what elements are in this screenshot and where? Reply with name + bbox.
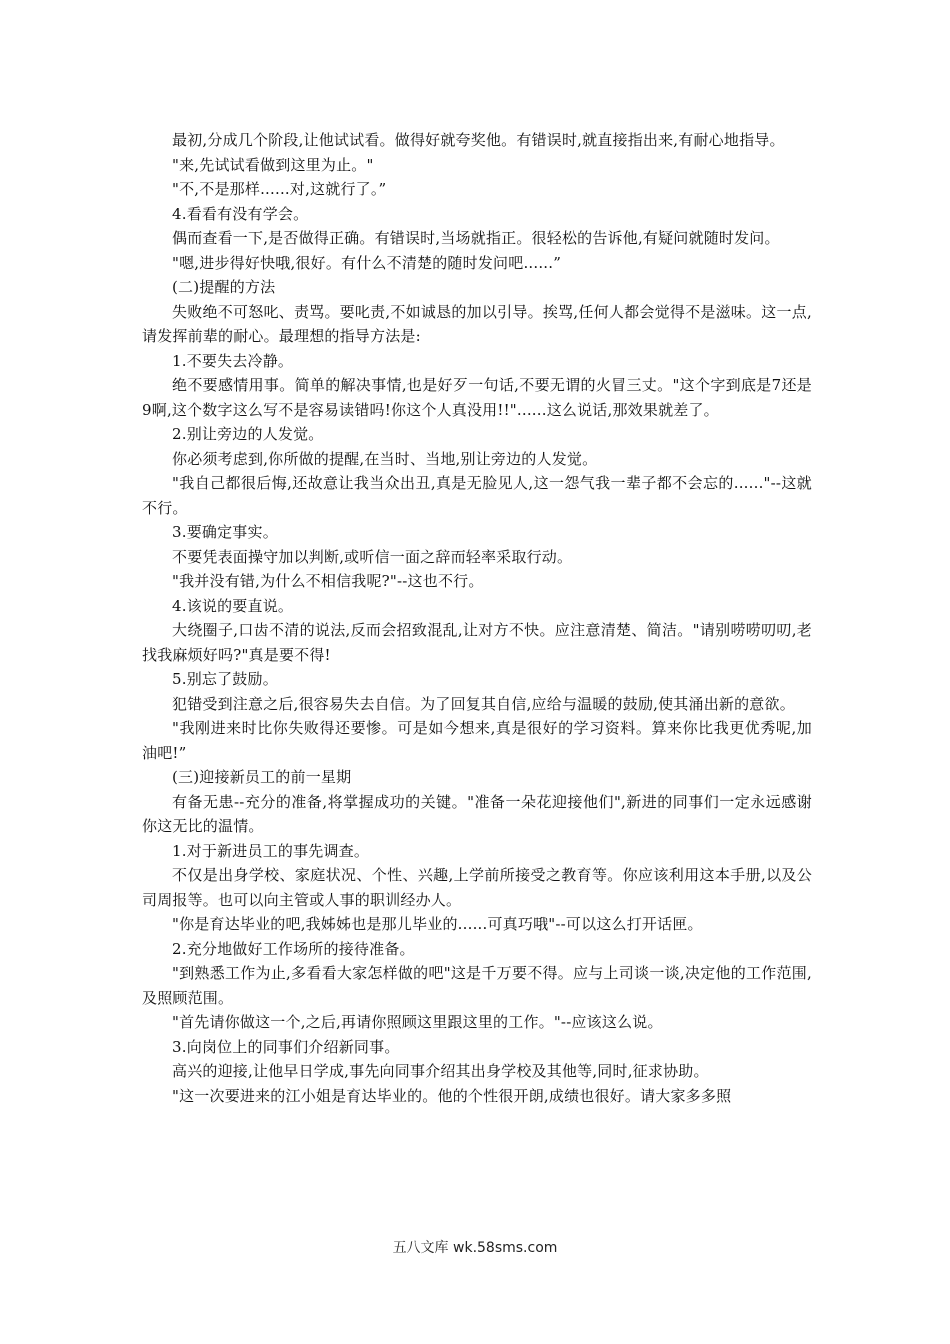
page-footer: 五八文库 wk.58sms.com xyxy=(392,1240,558,1256)
section-item-heading: 4.该说的要直说。 xyxy=(172,596,294,615)
paragraph: 大绕圈子,口齿不清的说法,反而会招致混乱,让对方不快。应注意清楚、简洁。"请别唠唠叨叨,老找我麻烦好吗?"真是要不得! xyxy=(142,621,812,664)
paragraph: "我刚进来时比你失败得还要惨。可是如今想来,真是很好的学习资料。算来你比我更优秀呢,加油吧!” xyxy=(142,719,812,762)
section-item-heading: 2.充分地做好工作场所的接待准备。 xyxy=(172,939,415,958)
section-item-heading: 1.不要失去冷静。 xyxy=(172,351,294,370)
paragraph: "不,不是那样......对,这就行了。” xyxy=(172,180,387,198)
paragraph: 绝不要感情用事。简单的解决事情,也是好歹一句话,不要无谓的火冒三丈。"这个字到底是7还是9啊,这个数字这么写不是容易读错吗!你这个人真没用!!"......这么说话,那效果就差了。 xyxy=(142,376,812,419)
paragraph: 不仅是出身学校、家庭状况、个性、兴趣,上学前所接受之教育等。你应该利用这本手册,以及公司周报等。也可以向主管或人事的职训经办人。 xyxy=(142,866,812,909)
paragraph: 最初,分成几个阶段,让他试试看。做得好就夸奖他。有错误时,就直接指出来,有耐心地指导。 xyxy=(172,131,785,149)
paragraph: "到熟悉工作为止,多看看大家怎样做的吧"这是千万要不得。应与上司谈一谈,决定他的工作范围,及照顾范围。 xyxy=(142,964,812,1007)
paragraph: "我自己都很后悔,还故意让我当众出丑,真是无脸见人,这一怨气我一辈子都不会忘的......"--这就不行。 xyxy=(142,474,812,517)
section-item-heading: 2.别让旁边的人发觉。 xyxy=(172,425,324,443)
paragraph: 不要凭表面操守加以判断,或听信一面之辞而轻率采取行动。 xyxy=(172,547,573,566)
paragraph: 高兴的迎接,让他早日学成,事先向同事介绍其出身学校及其他等,同时,征求协助。 xyxy=(172,1062,709,1080)
paragraph: 有备无患--充分的准备,将掌握成功的关键。"准备一朵花迎接他们",新进的同事们一定永远感谢你这无比的温情。 xyxy=(142,792,812,835)
paragraph: 失败绝不可怒叱、责骂。要叱责,不如诚恳的加以引导。挨骂,任何人都会觉得不是滋味。这一点,请发挥前辈的耐心。最理想的指导方法是: xyxy=(142,302,812,345)
paragraph: "来,先试试看做到这里为止。" xyxy=(172,155,374,174)
section-item-heading: 1.对于新进员工的事先调查。 xyxy=(172,841,370,860)
section-item-heading: 4.看看有没有学会。 xyxy=(172,204,309,223)
paragraph: 犯错受到注意之后,很容易失去自信。为了回复其自信,应给与温暖的鼓励,使其涌出新的意欲。 xyxy=(172,694,795,713)
section-heading: (二)提醒的方法 xyxy=(172,278,276,296)
paragraph: "我并没有错,为什么不相信我呢?"--这也不行。 xyxy=(172,572,484,590)
section-item-heading: 3.向岗位上的同事们介绍新同事。 xyxy=(172,1037,400,1056)
document-body xyxy=(142,128,812,1108)
paragraph: "嗯,进步得好快哦,很好。有什么不清楚的随时发问吧......” xyxy=(172,253,562,272)
paragraph: 偶而查看一下,是否做得正确。有错误时,当场就指正。很轻松的告诉他,有疑问就随时发问。 xyxy=(172,229,780,247)
paragraph: "这一次要进来的江小姐是育达毕业的。他的个性很开朗,成绩也很好。请大家多多照 xyxy=(172,1086,732,1105)
paragraph: "你是育达毕业的吧,我姊姊也是那儿毕业的......可真巧哦"--可以这么打开话匣。 xyxy=(172,915,703,933)
paragraph: "首先请你做这一个,之后,再请你照顾这里跟这里的工作。"--应该这么说。 xyxy=(172,1013,663,1031)
section-heading: (三)迎接新员工的前一星期 xyxy=(172,768,352,786)
section-item-heading: 3.要确定事实。 xyxy=(172,523,278,541)
paragraph: 你必须考虑到,你所做的提醒,在当时、当地,别让旁边的人发觉。 xyxy=(172,449,598,468)
section-item-heading: 5.别忘了鼓励。 xyxy=(172,670,278,688)
